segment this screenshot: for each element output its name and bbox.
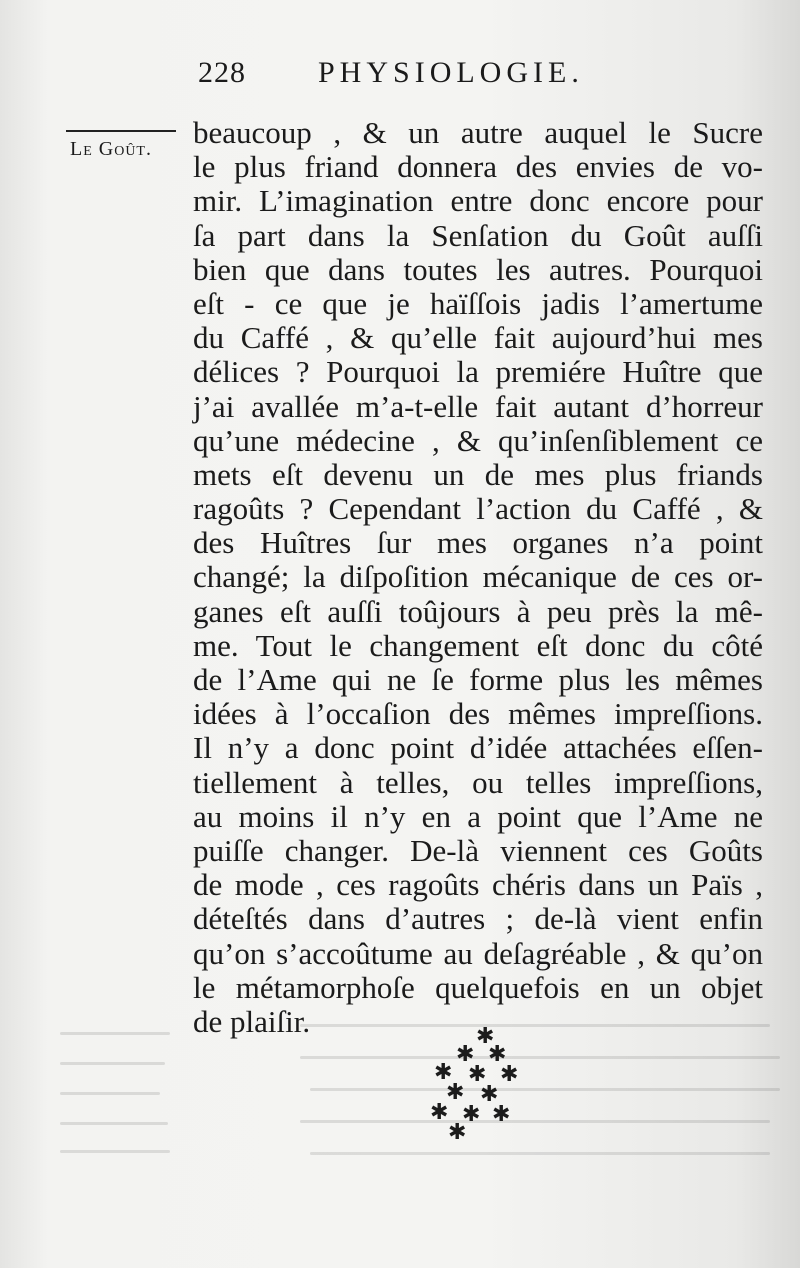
running-title: PHYSIOLOGIE. — [318, 56, 584, 89]
text-line: j’ai avallée m’a-t-elle fait autant d’horreur — [193, 388, 763, 424]
ornament-fleuron — [426, 1024, 526, 1145]
ornament-star-icon: ✱ — [448, 1120, 467, 1145]
text-line: délices ? Pourquoi la premiére Huître que — [193, 354, 763, 390]
text-line: de mode , ces ragoûts chéris dans un Païs , — [193, 867, 763, 903]
ornament-star-icon: ✱ — [446, 1080, 465, 1105]
text-line: le métamorphoſe quelquefois en un objet — [193, 969, 763, 1005]
text-line: idées à l’occaſion des mêmes impreſſions. — [193, 696, 763, 732]
ornament-star-icon: ✱ — [430, 1100, 449, 1125]
text-line: de l’Ame qui ne ſe forme plus les mêmes — [193, 662, 763, 697]
ornament-star-icon: ✱ — [488, 1042, 507, 1067]
text-line: eſt - ce que je haïſſois jadis l’amertume — [193, 285, 763, 321]
text-line: ragoûts ? Cependant l’action du Caffé , & — [193, 491, 763, 527]
text-line: beaucoup , & un autre auquel le Sucre — [193, 115, 763, 150]
text-line: le plus friand donnera des envies de vo- — [193, 149, 763, 185]
text-line: Il n’y a donc point d’idée attachées eſſen- — [193, 730, 763, 766]
text-line: au moins il n’y en a point que l’Ame ne — [193, 798, 763, 834]
text-line: changé; la diſpoſition mécanique de ces or- — [193, 559, 763, 595]
ornament-star-icon: ✱ — [462, 1102, 481, 1127]
ornament-star-icon: ✱ — [500, 1062, 519, 1087]
text-line: déteſtés dans d’autres ; de-là vient enfin — [193, 901, 763, 937]
text-line: qu’une médecine , & qu’inſenſiblement ce — [193, 422, 763, 458]
text-line: mets eſt devenu un de mes plus friands — [193, 456, 763, 492]
margin-note: Le Goût. — [70, 138, 152, 160]
ornament-star-icon: ✱ — [492, 1102, 511, 1127]
text-line: bien que dans toutes les autres. Pourquoi — [193, 251, 763, 287]
ornament-star-icon: ✱ — [476, 1024, 495, 1049]
text-line: me. Tout le changement eſt donc du côté — [193, 627, 763, 663]
text-line: puiſſe changer. De-là viennent ces Goûts — [193, 832, 763, 868]
running-head — [0, 56, 800, 96]
margin-rule — [66, 130, 176, 132]
show-through — [60, 1022, 780, 1182]
text-line: de plaiſir. — [193, 1003, 311, 1039]
ornament-star-icon: ✱ — [456, 1042, 475, 1067]
text-line: des Huîtres ſur mes organes n’a point — [193, 525, 763, 561]
text-line: ſa part dans la Senſation du Goût auſſi — [193, 217, 763, 253]
body-text — [193, 116, 763, 1039]
text-line: ganes eſt auſſi toûjours à peu près la mê- — [193, 593, 763, 629]
page-number: 228 — [198, 56, 246, 89]
ornament-star-icon: ✱ — [480, 1082, 499, 1107]
text-line: qu’on s’accoûtume au deſagréable , & qu’on — [193, 935, 763, 971]
ornament-star-icon: ✱ — [468, 1062, 487, 1087]
ornament-star-icon: ✱ — [434, 1060, 453, 1085]
text-line: mir. L’imagination entre donc encore pour — [193, 183, 763, 219]
text-line: tiellement à telles, ou telles impreſſions, — [193, 764, 763, 800]
text-line: du Caffé , & qu’elle fait aujourd’hui mes — [193, 320, 763, 356]
